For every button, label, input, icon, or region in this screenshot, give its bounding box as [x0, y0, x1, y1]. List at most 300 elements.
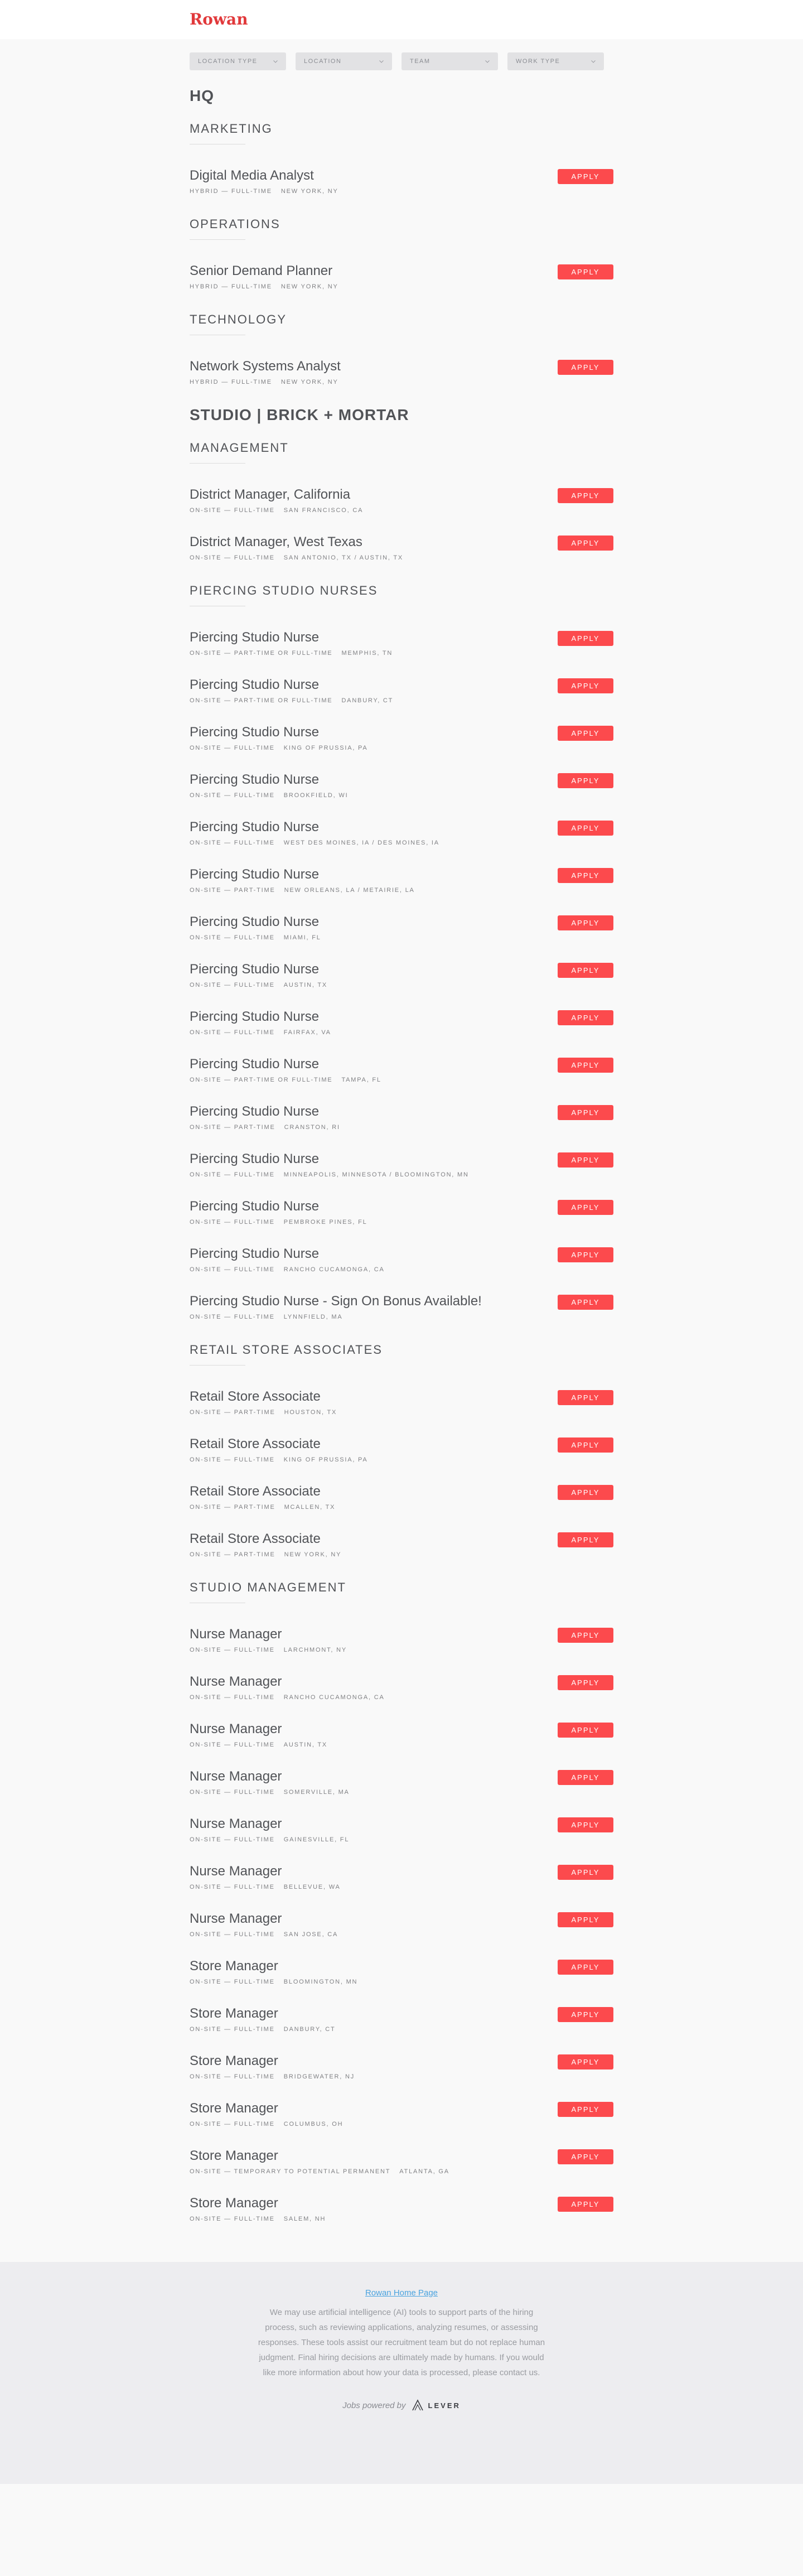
posting-row: [190, 1484, 613, 1511]
posting-row: [190, 2006, 613, 2033]
posting-row: [190, 1436, 613, 1463]
apply-button[interactable]: APPLY: [558, 169, 613, 184]
posting-title-link[interactable]: Piercing Studio Nurse: [190, 725, 320, 740]
posting-commitment: ON-SITE — FULL-TIME: [190, 1314, 275, 1320]
posting-location: BLOOMINGTON, MN: [283, 1979, 358, 1985]
posting-title-link[interactable]: Piercing Studio Nurse: [190, 1104, 320, 1119]
posting-title-link[interactable]: Piercing Studio Nurse: [190, 1057, 320, 1072]
apply-button[interactable]: APPLY: [558, 915, 613, 930]
posting-info: [190, 1436, 368, 1463]
posting-title-link[interactable]: Piercing Studio Nurse: [190, 962, 320, 977]
apply-button[interactable]: APPLY: [558, 360, 613, 375]
apply-button[interactable]: APPLY: [558, 488, 613, 503]
posting-row: [190, 2196, 613, 2222]
posting-location: SALEM, NH: [283, 2216, 326, 2222]
posting-commitment: ON-SITE — FULL-TIME: [190, 745, 275, 751]
svg-text:Rowan: Rowan: [190, 11, 248, 28]
lever-icon: [410, 2398, 425, 2413]
posting-row: [190, 1911, 613, 1938]
apply-button[interactable]: APPLY: [558, 1960, 613, 1975]
posting-commitment: ON-SITE — FULL-TIME: [190, 1742, 275, 1748]
posting-location: BRIDGEWATER, NJ: [283, 2073, 355, 2080]
posting-row: [190, 1721, 613, 1748]
apply-button[interactable]: APPLY: [558, 1437, 613, 1453]
posting-location: LYNNFIELD, MA: [283, 1314, 343, 1320]
filter-location[interactable]: [296, 52, 392, 70]
posting-categories: [190, 934, 321, 941]
posting-location: DANBURY, CT: [341, 697, 394, 704]
powered-by[interactable]: [257, 2398, 546, 2413]
posting-title-link[interactable]: Piercing Studio Nurse: [190, 630, 320, 645]
apply-button[interactable]: APPLY: [558, 1770, 613, 1785]
department-section: [190, 583, 613, 1320]
postings-list: [190, 70, 613, 2222]
posting-commitment: ON-SITE — FULL-TIME: [190, 1647, 275, 1653]
posting-commitment: ON-SITE — FULL-TIME: [190, 1219, 275, 1226]
posting-title-link[interactable]: Retail Store Associate: [190, 1389, 321, 1404]
posting-row: [190, 1958, 613, 1985]
posting-location: SAN FRANCISCO, CA: [283, 507, 364, 514]
posting-row: [190, 2148, 613, 2175]
posting-row: [190, 1294, 613, 1320]
posting-info: [190, 1104, 340, 1131]
apply-button[interactable]: APPLY: [558, 868, 613, 883]
posting-location: NEW YORK, NY: [280, 283, 338, 290]
posting-title-link[interactable]: Piercing Studio Nurse: [190, 677, 320, 692]
posting-location: WEST DES MOINES, IA / DES MOINES, IA: [283, 840, 439, 846]
posting-categories: [190, 887, 415, 894]
posting-info: [190, 677, 393, 704]
apply-button[interactable]: APPLY: [558, 631, 613, 646]
posting-commitment: ON-SITE — FULL-TIME: [190, 1789, 275, 1796]
posting-categories: [190, 2121, 343, 2128]
posting-location: DANBURY, CT: [283, 2026, 336, 2033]
posting-location: LARCHMONT, NY: [283, 1647, 347, 1653]
department-section: [190, 441, 613, 561]
department-title: MARKETING: [190, 122, 273, 136]
posting-commitment: ON-SITE — FULL-TIME: [190, 982, 275, 988]
posting-title-link[interactable]: Store Manager: [190, 2101, 278, 2116]
posting-info: [190, 1246, 385, 1273]
posting-commitment: HYBRID — FULL-TIME: [190, 283, 272, 290]
posting-categories: [190, 1171, 469, 1178]
posting-row: [190, 2053, 613, 2080]
apply-button[interactable]: APPLY: [558, 2054, 613, 2070]
posting-row: [190, 1864, 613, 1890]
posting-commitment: ON-SITE — FULL-TIME: [190, 934, 275, 941]
posting-categories: [190, 1077, 381, 1083]
apply-button[interactable]: APPLY: [558, 1532, 613, 1547]
posting-info: [190, 867, 415, 894]
posting-commitment: ON-SITE — FULL-TIME: [190, 1979, 275, 1985]
apply-button[interactable]: APPLY: [558, 1295, 613, 1310]
posting-location: FAIRFAX, VA: [283, 1029, 331, 1036]
posting-categories: [190, 840, 439, 846]
apply-button[interactable]: APPLY: [558, 1485, 613, 1500]
posting-row: [190, 534, 613, 561]
filter-label: WORK TYPE: [516, 58, 560, 65]
posting-info: [190, 1294, 482, 1320]
posting-row: [190, 1151, 613, 1178]
department-title: MANAGEMENT: [190, 441, 289, 455]
apply-button[interactable]: APPLY: [558, 1152, 613, 1168]
posting-info: [190, 1674, 385, 1701]
posting-row: [190, 867, 613, 894]
posting-info: [190, 1769, 350, 1796]
posting-commitment: ON-SITE — PART-TIME: [190, 1124, 275, 1131]
posting-categories: [190, 1931, 338, 1938]
posting-location: BROOKFIELD, WI: [283, 792, 349, 799]
posting-group: [190, 87, 613, 385]
posting-commitment: ON-SITE — FULL-TIME: [190, 507, 275, 514]
posting-location: SOMERVILLE, MA: [283, 1789, 350, 1796]
posting-categories: [190, 1647, 347, 1653]
apply-button[interactable]: APPLY: [558, 1912, 613, 1927]
posting-info: [190, 1531, 341, 1558]
posting-categories: [190, 1504, 335, 1511]
group-title: HQ: [190, 87, 214, 104]
posting-title-link[interactable]: Nurse Manager: [190, 1721, 282, 1736]
apply-button[interactable]: APPLY: [558, 1058, 613, 1073]
posting-categories: [190, 1979, 357, 1985]
posting-commitment: ON-SITE — FULL-TIME: [190, 1931, 275, 1938]
chevron-down-icon: [273, 60, 278, 63]
posting-location: NEW YORK, NY: [280, 379, 338, 385]
posting-location: MINNEAPOLIS, MINNESOTA / BLOOMINGTON, MN: [283, 1171, 469, 1178]
posting-title-link[interactable]: Retail Store Associate: [190, 1484, 321, 1499]
posting-location: RANCHO CUCAMONGA, CA: [283, 1266, 385, 1273]
posting-title-link[interactable]: Nurse Manager: [190, 1816, 282, 1831]
posting-info: [190, 2006, 336, 2033]
top-header: [0, 0, 803, 39]
posting-categories: [190, 1694, 385, 1701]
posting-info: [190, 2101, 343, 2128]
lever-wordmark: LEVER: [428, 2401, 461, 2410]
department-section: [190, 1580, 613, 2222]
posting-location: SAN JOSE, CA: [283, 1931, 338, 1938]
posting-title-link[interactable]: Nurse Manager: [190, 1864, 282, 1879]
posting-location: NEW YORK, NY: [284, 1551, 342, 1558]
posting-info: [190, 1009, 331, 1036]
posting-title-link[interactable]: Digital Media Analyst: [190, 168, 314, 183]
posting-commitment: HYBRID — FULL-TIME: [190, 188, 272, 195]
apply-button[interactable]: APPLY: [558, 1817, 613, 1832]
department-title: TECHNOLOGY: [190, 312, 287, 326]
posting-title-link[interactable]: Store Manager: [190, 1958, 278, 1974]
posting-title-link[interactable]: Nurse Manager: [190, 1769, 282, 1784]
department-section: [190, 122, 613, 195]
posting-title-link[interactable]: District Manager, West Texas: [190, 534, 362, 549]
apply-button[interactable]: APPLY: [558, 1628, 613, 1643]
posting-commitment: ON-SITE — FULL-TIME: [190, 840, 275, 846]
posting-categories: [190, 1551, 341, 1558]
posting-row: [190, 1769, 613, 1796]
rowan-logo-mark: [190, 11, 257, 28]
posting-commitment: ON-SITE — FULL-TIME: [190, 792, 275, 799]
ai-disclaimer: We may use artificial intelligence (AI) tools to support parts of the hiring process, such as reviewing applications, analyzing resumes, or assessing responses. These tools assist our recruitment team but do not replace human judgment. Final hiring decisions are ultimately made by humans. If you would like more information about how your data is processed, please contact us.: [258, 2308, 545, 2377]
posting-categories: [190, 379, 341, 385]
posting-location: NEW ORLEANS, LA / METAIRIE, LA: [284, 887, 415, 894]
apply-button[interactable]: APPLY: [558, 1390, 613, 1405]
posting-categories: [190, 1029, 331, 1036]
posting-title-link[interactable]: Piercing Studio Nurse: [190, 1199, 320, 1214]
posting-categories: [190, 1836, 349, 1843]
section-divider: [190, 239, 245, 240]
posting-row: [190, 1009, 613, 1036]
posting-title-link[interactable]: Piercing Studio Nurse: [190, 1151, 320, 1166]
posting-title-link[interactable]: Nurse Manager: [190, 1674, 282, 1689]
posting-commitment: ON-SITE — FULL-TIME: [190, 1884, 275, 1890]
posting-location: ATLANTA, GA: [399, 2168, 449, 2175]
posting-categories: [190, 2026, 336, 2033]
posting-row: [190, 1057, 613, 1083]
posting-title-link[interactable]: Piercing Studio Nurse: [190, 914, 320, 929]
department-title: OPERATIONS: [190, 217, 280, 231]
apply-button[interactable]: APPLY: [558, 2007, 613, 2022]
posting-categories: [190, 1884, 341, 1890]
posting-location: COLUMBUS, OH: [283, 2121, 344, 2128]
apply-button[interactable]: APPLY: [558, 1105, 613, 1120]
posting-categories: [190, 650, 393, 657]
apply-button[interactable]: APPLY: [558, 1723, 613, 1738]
posting-categories: [190, 507, 363, 514]
posting-row: [190, 962, 613, 988]
posting-commitment: ON-SITE — PART-TIME OR FULL-TIME: [190, 697, 333, 704]
section-divider: [190, 463, 245, 464]
posting-row: [190, 630, 613, 657]
posting-location: HOUSTON, TX: [284, 1409, 337, 1416]
posting-info: [190, 630, 393, 657]
posting-row: [190, 359, 613, 385]
apply-button[interactable]: APPLY: [558, 1865, 613, 1880]
filter-label: TEAM: [410, 58, 430, 65]
apply-button[interactable]: APPLY: [558, 1010, 613, 1025]
apply-button[interactable]: APPLY: [558, 963, 613, 978]
posting-info: [190, 263, 338, 290]
posting-row: [190, 1531, 613, 1558]
posting-title-link[interactable]: Store Manager: [190, 2148, 278, 2163]
posting-title-link[interactable]: Piercing Studio Nurse: [190, 1009, 320, 1024]
posting-row: [190, 168, 613, 195]
posting-title-link[interactable]: Retail Store Associate: [190, 1531, 321, 1546]
posting-categories: [190, 1314, 482, 1320]
posting-info: [190, 359, 341, 385]
apply-button[interactable]: APPLY: [558, 2102, 613, 2117]
posting-title-link[interactable]: Piercing Studio Nurse: [190, 867, 320, 882]
posting-location: PEMBROKE PINES, FL: [283, 1219, 367, 1226]
posting-categories: [190, 697, 393, 704]
posting-commitment: ON-SITE — FULL-TIME: [190, 1694, 275, 1701]
posting-info: [190, 168, 338, 195]
filter-work-type[interactable]: [507, 52, 604, 70]
posting-location: CRANSTON, RI: [284, 1124, 340, 1131]
posting-title-link[interactable]: Store Manager: [190, 2053, 278, 2068]
posting-row: [190, 1199, 613, 1226]
posting-row: [190, 1674, 613, 1701]
posting-info: [190, 1057, 381, 1083]
apply-button[interactable]: APPLY: [558, 821, 613, 836]
apply-button[interactable]: APPLY: [558, 264, 613, 279]
powered-by-label: Jobs powered by: [342, 2400, 406, 2410]
posting-row: [190, 725, 613, 751]
posting-categories: [190, 554, 403, 561]
posting-title-link[interactable]: Network Systems Analyst: [190, 359, 341, 374]
posting-row: [190, 819, 613, 846]
posting-info: [190, 1627, 347, 1653]
lever-logo: [410, 2398, 461, 2413]
department-title: PIERCING STUDIO NURSES: [190, 583, 378, 597]
department-section: [190, 1343, 613, 1558]
posting-info: [190, 534, 403, 561]
posting-info: [190, 1958, 357, 1985]
posting-categories: [190, 1409, 337, 1416]
posting-info: [190, 2196, 326, 2222]
posting-categories: [190, 2168, 449, 2175]
posting-info: [190, 1389, 337, 1416]
posting-commitment: ON-SITE — FULL-TIME: [190, 2121, 275, 2128]
posting-categories: [190, 792, 348, 799]
posting-location: KING OF PRUSSIA, PA: [283, 1456, 368, 1463]
posting-commitment: ON-SITE — FULL-TIME: [190, 2073, 275, 2080]
posting-categories: [190, 2073, 355, 2080]
posting-commitment: ON-SITE — FULL-TIME: [190, 1266, 275, 1273]
posting-info: [190, 1911, 338, 1938]
posting-commitment: ON-SITE — FULL-TIME: [190, 1029, 275, 1036]
posting-location: SAN ANTONIO, TX / AUSTIN, TX: [283, 554, 403, 561]
posting-categories: [190, 1742, 327, 1748]
apply-button[interactable]: APPLY: [558, 2149, 613, 2164]
posting-info: [190, 1816, 349, 1843]
posting-location: AUSTIN, TX: [283, 982, 328, 988]
posting-commitment: ON-SITE — FULL-TIME: [190, 2026, 275, 2033]
posting-commitment: ON-SITE — FULL-TIME: [190, 1456, 275, 1463]
posting-commitment: ON-SITE — FULL-TIME: [190, 1171, 275, 1178]
posting-title-link[interactable]: Retail Store Associate: [190, 1436, 321, 1451]
chevron-down-icon: [485, 60, 490, 63]
apply-button[interactable]: APPLY: [558, 1247, 613, 1262]
posting-location: KING OF PRUSSIA, PA: [283, 745, 368, 751]
filter-bar: [190, 39, 613, 70]
posting-row: [190, 2101, 613, 2128]
posting-title-link[interactable]: Nurse Manager: [190, 1911, 282, 1926]
posting-row: [190, 1816, 613, 1843]
posting-location: NEW YORK, NY: [280, 188, 338, 195]
posting-row: [190, 263, 613, 290]
posting-row: [190, 1389, 613, 1416]
posting-info: [190, 1199, 367, 1226]
posting-title-link[interactable]: Piercing Studio Nurse - Sign On Bonus Available!: [190, 1294, 482, 1309]
posting-title-link[interactable]: Piercing Studio Nurse: [190, 819, 320, 834]
posting-location: MEMPHIS, TN: [341, 650, 393, 657]
apply-button[interactable]: APPLY: [558, 773, 613, 788]
department-title: STUDIO MANAGEMENT: [190, 1580, 346, 1594]
chevron-down-icon: [591, 60, 596, 63]
rowan-logo[interactable]: [190, 0, 613, 28]
posting-info: [190, 1484, 335, 1511]
apply-button[interactable]: APPLY: [558, 678, 613, 693]
posting-location: BELLEVUE, WA: [283, 1884, 341, 1890]
posting-info: [190, 1151, 469, 1178]
home-page-link[interactable]: Rowan Home Page: [365, 2288, 438, 2298]
posting-row: [190, 1104, 613, 1131]
posting-categories: [190, 1124, 340, 1131]
posting-location: GAINESVILLE, FL: [283, 1836, 350, 1843]
posting-title-link[interactable]: Senior Demand Planner: [190, 263, 333, 278]
posting-commitment: ON-SITE — PART-TIME OR FULL-TIME: [190, 1077, 333, 1083]
posting-categories: [190, 1266, 385, 1273]
posting-location: MIAMI, FL: [283, 934, 321, 941]
posting-categories: [190, 1219, 367, 1226]
posting-row: [190, 914, 613, 941]
posting-title-link[interactable]: Piercing Studio Nurse: [190, 1246, 320, 1261]
section-divider: [190, 1365, 245, 1366]
posting-location: RANCHO CUCAMONGA, CA: [283, 1694, 385, 1701]
posting-commitment: HYBRID — FULL-TIME: [190, 379, 272, 385]
posting-title-link[interactable]: Store Manager: [190, 2006, 278, 2021]
department-section: [190, 312, 613, 385]
footer: [0, 2262, 803, 2484]
posting-info: [190, 1721, 327, 1748]
posting-row: [190, 1627, 613, 1653]
filter-team[interactable]: [402, 52, 498, 70]
posting-commitment: ON-SITE — FULL-TIME: [190, 554, 275, 561]
posting-info: [190, 2148, 449, 2175]
filter-label: LOCATION TYPE: [198, 58, 258, 65]
chevron-down-icon: [379, 60, 384, 63]
posting-info: [190, 819, 439, 846]
posting-info: [190, 772, 348, 799]
posting-info: [190, 962, 327, 988]
posting-title-link[interactable]: Piercing Studio Nurse: [190, 772, 320, 787]
filter-location-type[interactable]: [190, 52, 286, 70]
apply-button[interactable]: APPLY: [558, 2197, 613, 2212]
posting-row: [190, 772, 613, 799]
posting-location: MCALLEN, TX: [284, 1504, 336, 1511]
posting-info: [190, 2053, 355, 2080]
posting-commitment: ON-SITE — TEMPORARY TO POTENTIAL PERMANENT: [190, 2168, 391, 2175]
posting-group: [190, 406, 613, 2222]
posting-title-link[interactable]: Store Manager: [190, 2196, 278, 2211]
posting-commitment: ON-SITE — FULL-TIME: [190, 1836, 275, 1843]
posting-categories: [190, 283, 338, 290]
posting-info: [190, 725, 368, 751]
posting-title-link[interactable]: Nurse Manager: [190, 1627, 282, 1642]
posting-categories: [190, 1789, 350, 1796]
posting-info: [190, 1864, 341, 1890]
department-title: RETAIL STORE ASSOCIATES: [190, 1343, 383, 1357]
department-section: [190, 217, 613, 290]
filter-label: LOCATION: [304, 58, 342, 65]
posting-location: TAMPA, FL: [341, 1077, 381, 1083]
posting-categories: [190, 2216, 326, 2222]
posting-commitment: ON-SITE — PART-TIME OR FULL-TIME: [190, 650, 333, 657]
group-title: STUDIO | BRICK + MORTAR: [190, 406, 409, 423]
apply-button[interactable]: APPLY: [558, 536, 613, 551]
apply-button[interactable]: APPLY: [558, 726, 613, 741]
posting-row: [190, 677, 613, 704]
posting-categories: [190, 745, 368, 751]
posting-commitment: ON-SITE — FULL-TIME: [190, 2216, 275, 2222]
posting-categories: [190, 982, 327, 988]
posting-title-link[interactable]: District Manager, California: [190, 487, 351, 502]
posting-categories: [190, 188, 338, 195]
apply-button[interactable]: APPLY: [558, 1675, 613, 1690]
apply-button[interactable]: APPLY: [558, 1200, 613, 1215]
posting-row: [190, 1246, 613, 1273]
posting-row: [190, 487, 613, 514]
posting-categories: [190, 1456, 368, 1463]
posting-location: AUSTIN, TX: [283, 1742, 328, 1748]
